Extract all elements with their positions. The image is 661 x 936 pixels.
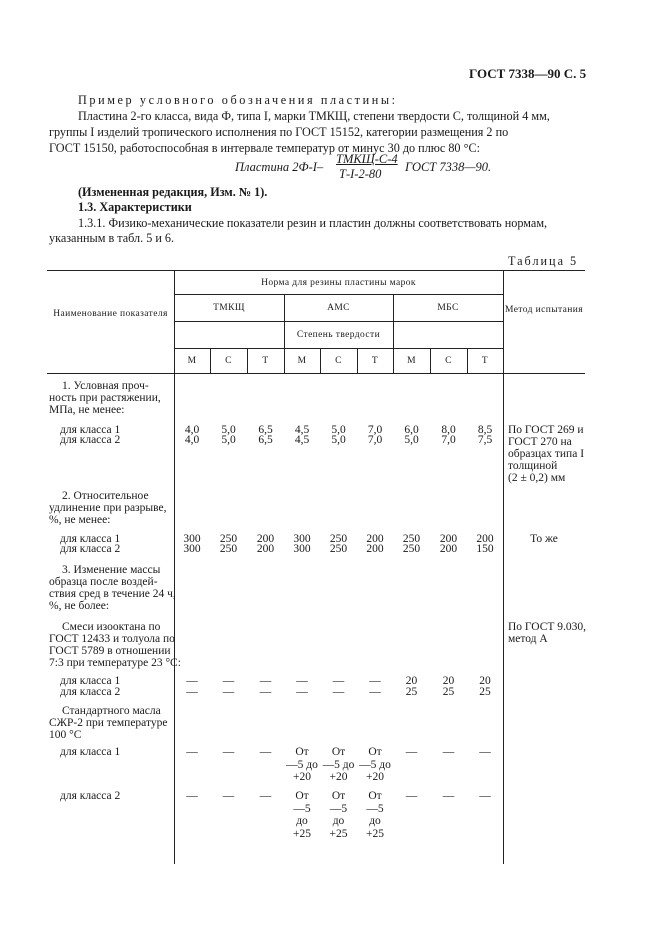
value-cell: 4,5 (294, 424, 310, 436)
hardness-cell: Т (262, 356, 269, 366)
indicator-text: ГОСТ 12433 и толуола по (49, 633, 175, 645)
method-text: образцах типа I (508, 448, 585, 460)
class-label: для класса 1 (60, 675, 121, 687)
indicator-text: 7:3 при температуре 23 °С: (49, 657, 181, 669)
dash-cell: — (222, 675, 235, 687)
hardness-cell: С (335, 356, 342, 366)
method-text: По ГОСТ 269 и (508, 424, 584, 436)
value-cell: 200 (366, 533, 384, 545)
indicator-text: %, не более: (49, 600, 110, 612)
indicator-text: ствия сред в течение 24 ч, (49, 588, 176, 600)
method-text: По ГОСТ 9.030, (508, 621, 587, 633)
method-text: ГОСТ 270 на (508, 436, 572, 448)
hardness-header: Степень твердости (296, 330, 381, 340)
rule (174, 321, 503, 322)
value-cell: 250 (329, 533, 348, 545)
indicator-text: удлинение при разрыве, (49, 502, 167, 514)
dash-cell: — (369, 675, 381, 687)
example-line: Пластина 2-го класса, вида Ф, типа I, марки ТМКЩ, степени твердости С, толщиной 4 мм, (78, 109, 550, 123)
class-label: для класса 1 (60, 746, 121, 758)
hardness-cell: С (225, 356, 232, 366)
brand-header: ТМКЩ (213, 303, 245, 313)
dash-cell: — (369, 686, 381, 698)
dash-cell: — (222, 790, 235, 802)
dash-cell: — (222, 686, 235, 698)
dash-cell: — (186, 675, 198, 687)
dash-cell: — (259, 790, 272, 802)
dash-cell: — (186, 686, 198, 698)
hardness-cell: Т (481, 356, 489, 366)
dash-cell: — (479, 790, 491, 802)
example-line: группы I изделий тропического исполнения по ГОСТ 15152, категории размещения 2 по (49, 125, 509, 139)
dash-cell: — (222, 746, 235, 758)
hardness-cell: С (445, 356, 452, 366)
hardness-cell: Т (371, 356, 379, 366)
range-cell: От —5 до +25 (329, 790, 348, 840)
designation-suffix: ГОСТ 7338—90. (405, 160, 492, 174)
indicator-text: ность при растяжении, (49, 392, 161, 404)
value-cell: 200 (256, 543, 275, 555)
value-cell: 6,5 (258, 424, 273, 436)
hardness-cell: М (407, 356, 416, 366)
method-text: метод А (508, 633, 548, 645)
value-cell: 7,5 (477, 434, 493, 446)
value-cell: 5,0 (221, 424, 236, 436)
hardness-cell: М (187, 356, 197, 366)
value-cell: 20 (405, 675, 418, 687)
designation-numerator: ТМКЩ-С-4 (336, 152, 398, 166)
range-cell: От —5 до +20 (286, 746, 318, 783)
value-cell: 4,5 (294, 434, 310, 446)
indicator-text: СЖР-2 при температуре (49, 717, 168, 729)
dash-cell: — (296, 675, 308, 687)
class-label: для класса 1 (60, 533, 121, 545)
section-title: 1.3. Характеристики (78, 200, 192, 214)
value-cell: 250 (402, 533, 421, 545)
value-cell: 7,0 (367, 424, 383, 436)
method-text: (2 ± 0,2) мм (508, 472, 566, 484)
value-cell: 4,0 (184, 424, 200, 436)
example-line: ГОСТ 15150, работоспособная в интервале температур от минус 30 до плюс 80 °С: (49, 141, 480, 155)
class-label: для класса 2 (60, 686, 121, 698)
indicator-text: МПа, не менее: (49, 404, 125, 416)
dash-cell: — (442, 746, 455, 758)
value-cell: 200 (256, 533, 275, 545)
brand-header: МБС (437, 303, 459, 313)
value-cell: 4,0 (184, 434, 200, 446)
revision-note: (Измененная редакция, Изм. № 1). (78, 185, 268, 199)
brand-header: АМС (327, 303, 350, 313)
table-label: Таблица 5 (508, 254, 579, 268)
col-divider (503, 270, 504, 864)
method-text: толщиной (508, 460, 558, 472)
dash-cell: — (332, 686, 345, 698)
clause-text: 1.3.1. Физико-механические показатели резин и пластин должны соответствовать нормам, (78, 216, 548, 230)
indicator-text: 1. Условная проч- (62, 380, 149, 392)
indicator-text: 100 °С (49, 729, 82, 741)
designation-prefix: Пластина 2Ф-I– (235, 160, 324, 174)
value-cell: 6,0 (404, 424, 419, 436)
designation-denominator: Т-I-2-80 (339, 167, 382, 181)
range-cell: От —5 до +25 (293, 790, 311, 840)
dash-cell: — (259, 675, 272, 687)
value-cell: 200 (439, 543, 458, 555)
dash-cell: — (479, 746, 491, 758)
rule (174, 294, 503, 295)
dash-cell: — (442, 790, 455, 802)
value-cell: 300 (293, 543, 311, 555)
col-header-method: Метод испытания (504, 305, 584, 315)
value-cell: 7,0 (441, 434, 456, 446)
value-cell: 250 (219, 533, 238, 545)
indicator-text: Стандартного масла (62, 705, 161, 717)
col-header-norm: Норма для резины пластины марок (261, 278, 416, 288)
value-cell: 25 (442, 686, 455, 698)
dash-cell: — (259, 686, 272, 698)
indicator-text: 3. Изменение массы (62, 564, 161, 576)
value-cell: 25 (405, 686, 418, 698)
value-cell: 5,0 (331, 424, 346, 436)
value-cell: 25 (479, 686, 491, 698)
value-cell: 5,0 (331, 434, 346, 446)
range-cell: От —5 до +25 (366, 790, 384, 840)
dash-cell: — (186, 746, 198, 758)
class-label: для класса 2 (60, 790, 121, 802)
value-cell: 8,5 (477, 424, 493, 436)
class-label: для класса 2 (60, 543, 121, 555)
value-cell: 5,0 (221, 434, 236, 446)
example-heading: Пример условного обозначения пластины: (78, 93, 398, 107)
value-cell: 200 (439, 533, 458, 545)
value-cell: 250 (219, 543, 238, 555)
value-cell: 7,0 (367, 434, 383, 446)
dash-cell: — (332, 675, 345, 687)
value-cell: 250 (329, 543, 348, 555)
indicator-text: ГОСТ 5789 в отношении (49, 645, 171, 657)
value-cell: 300 (183, 533, 201, 545)
class-label: для класса 2 (60, 434, 121, 446)
col-header-indicator: Наименование показателя (53, 309, 168, 319)
hardness-cell: М (297, 356, 307, 366)
value-cell: 200 (476, 533, 494, 545)
value-cell: 300 (293, 533, 311, 545)
rule (174, 348, 503, 349)
header-bottom-rule (47, 373, 585, 374)
dash-cell: — (296, 686, 308, 698)
value-cell: 20 (442, 675, 455, 687)
value-cell: 200 (366, 543, 384, 555)
dash-cell: — (405, 746, 418, 758)
dash-cell: — (405, 790, 418, 802)
method-text: То же (530, 533, 558, 545)
clause-text: указанным в табл. 5 и 6. (49, 231, 175, 245)
value-cell: 5,0 (404, 434, 419, 446)
range-cell: От —5 до +20 (359, 746, 391, 783)
value-cell: 8,0 (441, 424, 456, 436)
dash-cell: — (186, 790, 198, 802)
indicator-text: образца после воздей- (49, 576, 158, 588)
page-header: ГОСТ 7338—90 С. 5 (469, 66, 587, 81)
indicator-text: 2. Относительное (62, 490, 149, 502)
indicator-text: %, не менее: (49, 514, 111, 526)
value-cell: 20 (479, 675, 491, 687)
dash-cell: — (259, 746, 272, 758)
value-cell: 300 (183, 543, 201, 555)
indicator-text: Смеси изооктана по (62, 621, 161, 633)
value-cell: 250 (402, 543, 421, 555)
value-cell: 150 (476, 543, 494, 555)
value-cell: 6,5 (258, 434, 273, 446)
class-label: для класса 1 (60, 424, 121, 436)
range-cell: От —5 до +20 (322, 746, 355, 783)
table-top-rule (47, 270, 585, 271)
